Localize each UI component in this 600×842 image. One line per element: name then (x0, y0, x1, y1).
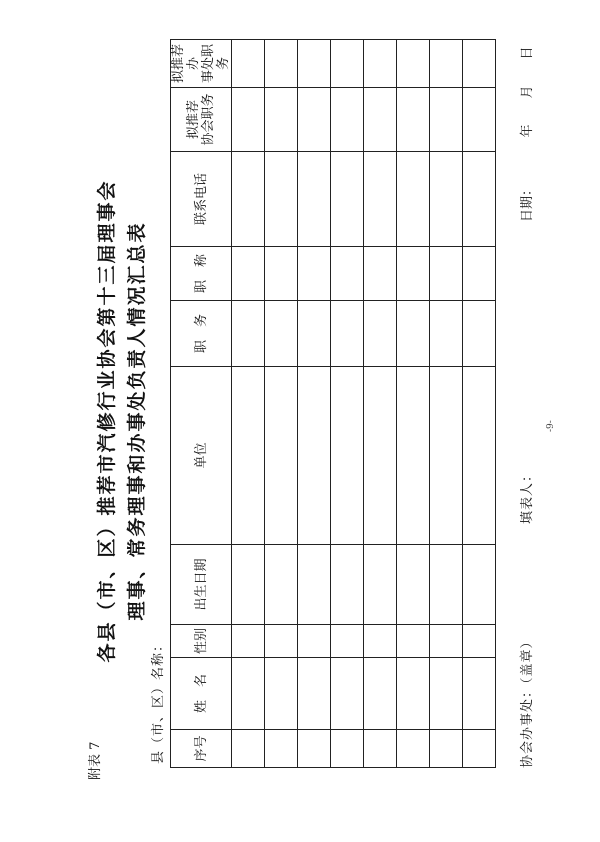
table-cell[interactable] (463, 40, 496, 88)
table-cell[interactable] (265, 658, 298, 730)
table-cell[interactable] (463, 730, 496, 768)
document-title-line2: 理事、常务理事和办事处负责人情况汇总表 (126, 221, 148, 621)
date-label: 日期： 年 月 日 (520, 46, 535, 222)
table-cell[interactable] (430, 247, 463, 301)
table-cell[interactable] (364, 301, 397, 367)
table-cell[interactable] (331, 367, 364, 545)
table-cell[interactable] (430, 301, 463, 367)
summary-table (170, 39, 496, 768)
table-cell[interactable] (430, 88, 463, 152)
table-cell[interactable] (232, 367, 265, 545)
table-cell[interactable] (397, 247, 430, 301)
table-row (265, 40, 298, 768)
table-cell[interactable] (463, 152, 496, 247)
table-cell[interactable] (331, 730, 364, 768)
appendix-label: 附表 7 (88, 741, 103, 780)
table-cell[interactable] (232, 625, 265, 658)
header-title: 职 称 (171, 247, 232, 301)
table-cell[interactable] (331, 152, 364, 247)
table-cell[interactable] (430, 658, 463, 730)
table-cell[interactable] (397, 88, 430, 152)
table-row (232, 40, 265, 768)
table-cell[interactable] (430, 40, 463, 88)
table-cell[interactable] (364, 40, 397, 88)
table-cell[interactable] (298, 730, 331, 768)
table-header-row (171, 40, 232, 768)
header-proposed-office-role: 拟推荐办 事处职务 (171, 40, 232, 88)
table-cell[interactable] (265, 247, 298, 301)
table-cell[interactable] (430, 152, 463, 247)
table-cell[interactable] (397, 658, 430, 730)
table-cell[interactable] (430, 545, 463, 625)
table-cell[interactable] (430, 730, 463, 768)
table-cell[interactable] (364, 730, 397, 768)
table-row (331, 40, 364, 768)
county-name-label: 县（市、区）名称： (151, 637, 166, 764)
table-cell[interactable] (364, 367, 397, 545)
table-cell[interactable] (364, 247, 397, 301)
header-name: 姓 名 (171, 658, 232, 730)
table-row (364, 40, 397, 768)
table-cell[interactable] (397, 545, 430, 625)
table-cell[interactable] (331, 88, 364, 152)
table-cell[interactable] (331, 625, 364, 658)
table-cell[interactable] (232, 40, 265, 88)
table-cell[interactable] (463, 545, 496, 625)
table-cell[interactable] (298, 152, 331, 247)
table-cell[interactable] (298, 88, 331, 152)
table-cell[interactable] (298, 247, 331, 301)
table-cell[interactable] (430, 625, 463, 658)
table-cell[interactable] (331, 545, 364, 625)
filler-label: 填表人： (520, 467, 535, 524)
table-cell[interactable] (232, 88, 265, 152)
table-cell[interactable] (364, 88, 397, 152)
header-organization: 单位 (171, 367, 232, 545)
document-title-line1: 各县（市、区）推荐市汽修行业协会第十三届理事会 (96, 179, 118, 663)
table-cell[interactable] (331, 658, 364, 730)
table-cell[interactable] (265, 730, 298, 768)
table-cell[interactable] (397, 40, 430, 88)
table-cell[interactable] (463, 367, 496, 545)
table-cell[interactable] (298, 625, 331, 658)
table-cell[interactable] (232, 730, 265, 768)
table-body (232, 40, 496, 768)
table-cell[interactable] (397, 367, 430, 545)
table-cell[interactable] (364, 625, 397, 658)
office-seal-label: 协会办事处：（盖章） (520, 634, 535, 768)
table-row (463, 40, 496, 768)
table-cell[interactable] (298, 545, 331, 625)
header-position: 职 务 (171, 301, 232, 367)
table-cell[interactable] (463, 301, 496, 367)
table-cell[interactable] (298, 658, 331, 730)
header-index: 序号 (171, 730, 232, 768)
table-cell[interactable] (265, 152, 298, 247)
header-phone: 联系电话 (171, 152, 232, 247)
table-cell[interactable] (463, 625, 496, 658)
table-cell[interactable] (265, 40, 298, 88)
table-cell[interactable] (331, 40, 364, 88)
table-cell[interactable] (364, 545, 397, 625)
table-cell[interactable] (298, 367, 331, 545)
table-cell[interactable] (298, 301, 331, 367)
table-cell[interactable] (397, 152, 430, 247)
table-cell[interactable] (364, 152, 397, 247)
table-cell[interactable] (265, 301, 298, 367)
table-cell[interactable] (298, 40, 331, 88)
table-cell[interactable] (397, 730, 430, 768)
table-cell[interactable] (232, 152, 265, 247)
header-birth-date: 出生日期 (171, 545, 232, 625)
table-row (397, 40, 430, 768)
table-cell[interactable] (397, 625, 430, 658)
table-cell[interactable] (232, 658, 265, 730)
table-row (430, 40, 463, 768)
table-cell[interactable] (463, 88, 496, 152)
table-cell[interactable] (430, 367, 463, 545)
page-number: -9- (546, 420, 556, 432)
table-cell[interactable] (265, 367, 298, 545)
table-cell[interactable] (232, 545, 265, 625)
table-cell[interactable] (463, 658, 496, 730)
table-cell[interactable] (331, 247, 364, 301)
table-cell[interactable] (265, 88, 298, 152)
table-cell[interactable] (397, 301, 430, 367)
table-cell[interactable] (232, 247, 265, 301)
table-row (298, 40, 331, 768)
table-cell[interactable] (364, 658, 397, 730)
table-cell[interactable] (232, 301, 265, 367)
table-cell[interactable] (265, 625, 298, 658)
header-gender: 性别 (171, 625, 232, 658)
table-cell[interactable] (331, 301, 364, 367)
header-proposed-association-role: 拟推荐 协会职务 (171, 88, 232, 152)
table-cell[interactable] (463, 247, 496, 301)
table-cell[interactable] (265, 545, 298, 625)
